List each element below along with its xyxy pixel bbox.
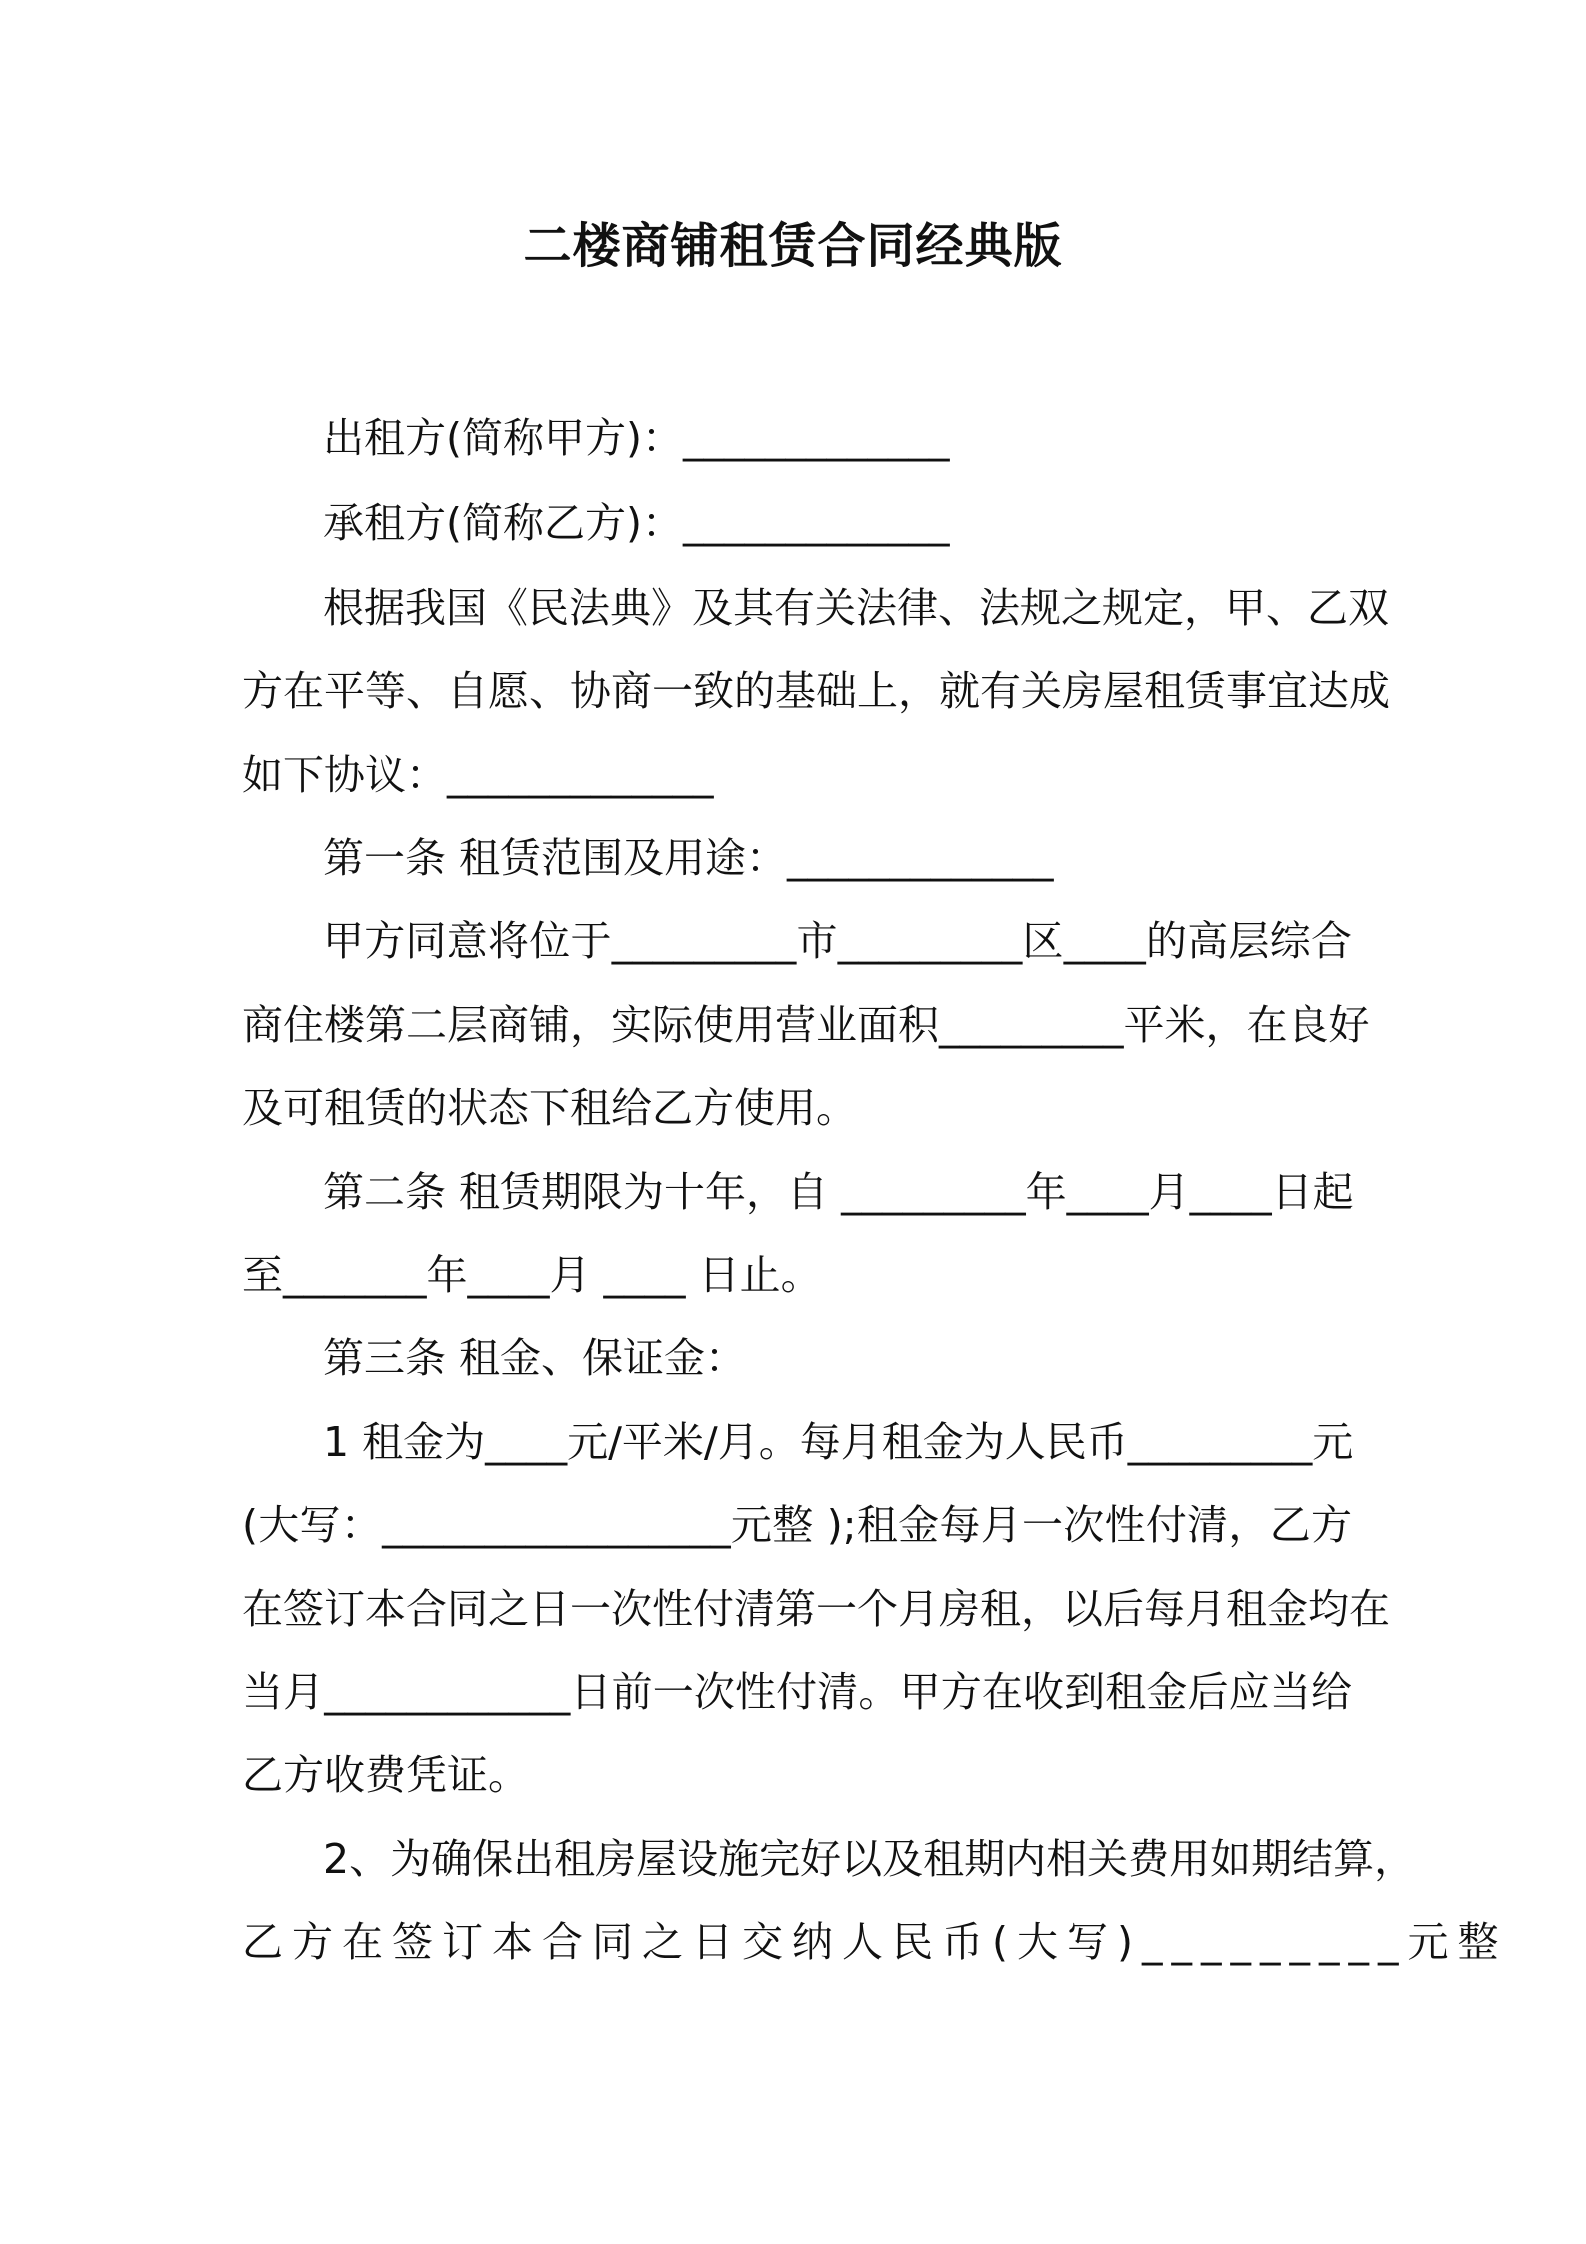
preamble-line-2: 方在平等、自愿、协商一致的基础上，就有关房屋租赁事宜达成 (242, 667, 1390, 715)
article-1-line-1: 甲方同意将位于_________市_________区____的高层综合 (323, 917, 1352, 965)
article-3-heading: 第三条 租金、保证金： (323, 1334, 747, 1382)
preamble-line-1: 根据我国《民法典》及其有关法律、法规之规定，甲、乙双 (323, 584, 1389, 632)
lessee-line: 承租方(简称乙方)：_____________ (323, 499, 950, 547)
document-title: 二楼商铺租赁合同经典版 (523, 218, 1063, 274)
article-1-heading: 第一条 租赁范围及用途：_____________ (323, 834, 1054, 882)
article-3-item-1-line-3: 在签订本合同之日一次性付清第一个月房租，以后每月租金均在 (242, 1585, 1390, 1633)
article-2-line-2: 至_______年____月 ____ 日止。 (242, 1251, 822, 1299)
preamble-line-3: 如下协议：_____________ (242, 751, 714, 799)
article-3-item-1-line-4: 当月____________日前一次性付清。甲方在收到租金后应当给 (242, 1668, 1352, 1716)
article-1-line-2: 商住楼第二层商铺，实际使用营业面积_________平米，在良好 (242, 1001, 1370, 1049)
article-3-item-1-line-5: 乙方收费凭证。 (242, 1751, 529, 1799)
article-3-item-1-line-1: 1 租金为____元/平米/月。每月租金为人民币_________元 (323, 1418, 1354, 1466)
article-3-item-2-line-1: 2、为确保出租房屋设施完好以及租期内相关费用如期结算， (323, 1835, 1416, 1883)
article-3-item-2-line-2: 乙方在签订本合同之日交纳人民币(大写)_________元整 (242, 1918, 1508, 1966)
article-1-line-3: 及可租赁的状态下租给乙方使用。 (242, 1084, 857, 1132)
article-3-item-1-line-2: (大写：_________________元整 );租金每月一次性付清，乙方 (242, 1501, 1352, 1549)
article-2-line-1: 第二条 租赁期限为十年，自 _________年____月____日起 (323, 1168, 1354, 1216)
lessor-line: 出租方(简称甲方)：_____________ (323, 414, 950, 462)
